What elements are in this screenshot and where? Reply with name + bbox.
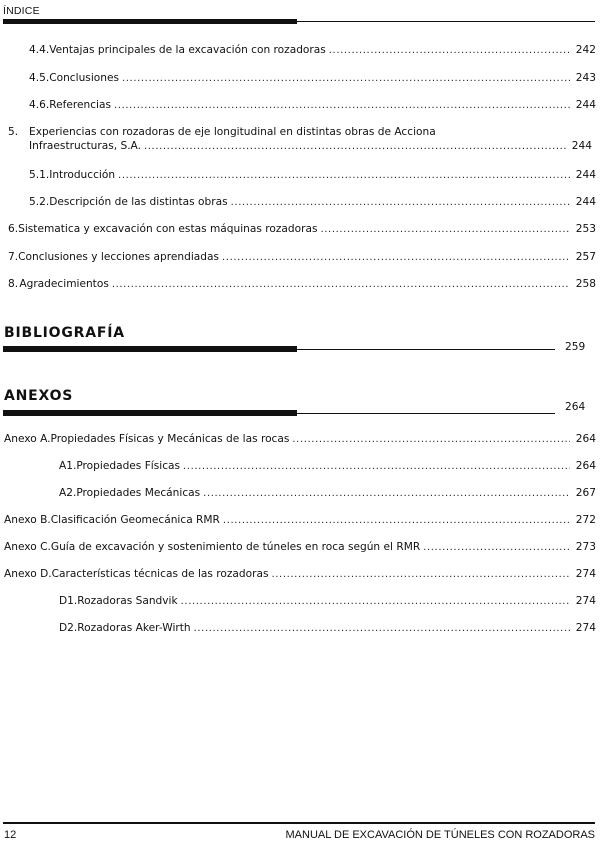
toc-entry bbox=[4, 567, 596, 581]
toc-entry-number: Anexo D. bbox=[4, 568, 52, 580]
dot-leader bbox=[203, 487, 570, 500]
running-header: ÍNDICE bbox=[3, 5, 40, 17]
dot-leader bbox=[292, 433, 569, 446]
toc-entry-title-line1: Experiencias con rozadoras de eje longitudinal en distintas obras de Acciona bbox=[29, 126, 436, 138]
toc-entry-number: Anexo B. bbox=[4, 514, 51, 526]
toc-entry bbox=[8, 277, 596, 291]
toc-entry-page: 258 bbox=[575, 278, 596, 290]
toc-entry-multiline bbox=[8, 126, 596, 154]
toc-entry bbox=[4, 540, 596, 554]
toc-entry bbox=[59, 459, 596, 473]
toc-entry-title: Rozadoras Sandvik bbox=[77, 595, 178, 607]
toc-entry-title: Propiedades Mecánicas bbox=[76, 487, 201, 499]
toc-entry-number: 4.5. bbox=[29, 72, 50, 84]
section-rule-thick bbox=[3, 346, 297, 352]
toc-entry-title: Propiedades Físicas y Mecánicas de las rocas bbox=[50, 433, 290, 445]
dot-leader bbox=[181, 595, 570, 608]
dot-leader bbox=[114, 99, 570, 112]
toc-entry-page: 264 bbox=[575, 433, 596, 445]
section-page: 259 bbox=[565, 341, 586, 353]
toc-entry-number: D2. bbox=[59, 622, 78, 634]
toc-entry-page: 272 bbox=[575, 514, 596, 526]
toc-entry bbox=[59, 594, 596, 608]
section-title-anexos: ANEXOS bbox=[4, 388, 74, 404]
dot-leader bbox=[329, 44, 570, 57]
section-rule-thick bbox=[3, 410, 297, 416]
toc-entry-number: 5.2. bbox=[29, 196, 50, 208]
section-page: 264 bbox=[565, 401, 586, 413]
toc-entry-page: 257 bbox=[575, 251, 596, 263]
toc-entry-number: 4.4. bbox=[29, 44, 50, 56]
toc-entry bbox=[8, 222, 596, 236]
dot-leader bbox=[122, 72, 570, 85]
section-title-bibliografia: BIBLIOGRAFÍA bbox=[4, 325, 125, 341]
toc-entry-number: Anexo A. bbox=[4, 433, 51, 445]
toc-entry-page: 244 bbox=[575, 169, 596, 181]
header-rule-thin bbox=[297, 21, 595, 22]
toc-entry bbox=[59, 621, 596, 635]
toc-entry bbox=[29, 71, 596, 85]
toc-entry bbox=[29, 195, 596, 209]
footer-rule bbox=[3, 822, 595, 824]
toc-entry-page: 274 bbox=[575, 568, 596, 580]
toc-entry bbox=[29, 43, 596, 57]
toc-entry-title: Agradecimientos bbox=[19, 278, 109, 290]
toc-entry-number: 5. bbox=[8, 126, 19, 138]
toc-entry-title: Conclusiones bbox=[49, 72, 119, 84]
dot-leader bbox=[222, 251, 570, 264]
toc-entry-title: Sistematica y excavación con estas máquinas rozadoras bbox=[18, 223, 318, 235]
toc-entry-title: Clasificación Geomecánica RMR bbox=[50, 514, 220, 526]
toc-entry-number: A1. bbox=[59, 460, 77, 472]
toc-entry bbox=[29, 168, 596, 182]
footer-book-title: MANUAL DE EXCAVACIÓN DE TÚNELES CON ROZADORAS bbox=[285, 829, 595, 841]
dot-leader bbox=[223, 514, 570, 527]
toc-entry-page: 274 bbox=[575, 595, 596, 607]
dot-leader bbox=[144, 140, 566, 153]
toc-entry-title: Conclusiones y lecciones aprendiadas bbox=[18, 251, 220, 263]
toc-entry-page: 273 bbox=[575, 541, 596, 553]
dot-leader bbox=[231, 196, 570, 209]
dot-leader bbox=[112, 278, 570, 291]
toc-entry-page: 274 bbox=[575, 622, 596, 634]
toc-entry-title: Características técnicas de las rozadoras bbox=[51, 568, 269, 580]
toc-entry-number: 8. bbox=[8, 278, 19, 290]
toc-entry-page: 244 bbox=[575, 196, 596, 208]
toc-entry-page: 253 bbox=[575, 223, 596, 235]
toc-entry bbox=[59, 486, 596, 500]
header-rule-thick bbox=[3, 19, 297, 24]
toc-entry-number: D1. bbox=[59, 595, 78, 607]
toc-entry-title: Introducción bbox=[49, 169, 116, 181]
toc-entry-title: Descripción de las distintas obras bbox=[49, 196, 228, 208]
toc-entry-title: Ventajas principales de la excavación con rozadoras bbox=[49, 44, 326, 56]
footer-page-number: 12 bbox=[4, 829, 17, 841]
toc-entry-number: 7. bbox=[8, 251, 19, 263]
toc-entry-title: Referencias bbox=[49, 99, 112, 111]
dot-leader bbox=[272, 568, 570, 581]
toc-entry bbox=[4, 513, 596, 527]
toc-entry-number: 4.6. bbox=[29, 99, 50, 111]
dot-leader bbox=[321, 223, 570, 236]
toc-entry bbox=[8, 250, 596, 264]
dot-leader bbox=[183, 460, 570, 473]
toc-entry bbox=[4, 432, 596, 446]
toc-entry-page: 242 bbox=[575, 44, 596, 56]
section-rule-thin bbox=[297, 413, 555, 414]
dot-leader bbox=[194, 622, 570, 635]
section-rule-thin bbox=[297, 349, 555, 350]
toc-entry-page: 244 bbox=[575, 99, 596, 111]
toc-entry bbox=[29, 98, 596, 112]
dot-leader bbox=[423, 541, 570, 554]
toc-entry-page: 244 bbox=[571, 140, 592, 152]
toc-entry-title: Guía de excavación y sostenimiento de túneles en roca según el RMR bbox=[50, 541, 421, 553]
toc-entry-number: 5.1. bbox=[29, 169, 50, 181]
toc-entry-title-line2: Infraestructuras, S.A. bbox=[29, 140, 141, 152]
toc-entry-page: 243 bbox=[575, 72, 596, 84]
toc-entry-title: Rozadoras Aker-Wirth bbox=[77, 622, 191, 634]
toc-entry-page: 267 bbox=[575, 487, 596, 499]
toc-entry-title: Propiedades Físicas bbox=[76, 460, 181, 472]
toc-entry-number: Anexo C. bbox=[4, 541, 51, 553]
toc-entry-number: A2. bbox=[59, 487, 77, 499]
toc-entry-page: 264 bbox=[575, 460, 596, 472]
toc-entry-number: 6. bbox=[8, 223, 19, 235]
dot-leader bbox=[118, 169, 570, 182]
